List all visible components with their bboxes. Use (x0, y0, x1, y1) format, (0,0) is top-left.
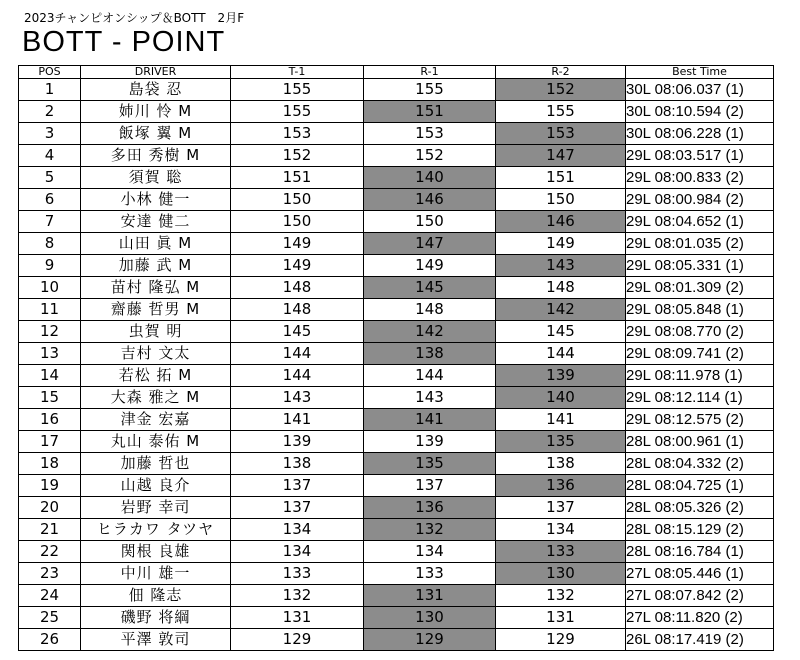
pos-cell: 14 (19, 365, 81, 387)
pos-cell: 20 (19, 497, 81, 519)
driver-cell: 若松 拓 M (81, 365, 231, 387)
t1-cell: 148 (231, 277, 364, 299)
driver-cell: 磯野 将綱 (81, 607, 231, 629)
driver-cell: 安達 健二 (81, 211, 231, 233)
driver-cell: 島袋 忍 (81, 79, 231, 101)
t1-cell: 138 (231, 453, 364, 475)
r2-cell: 147 (496, 145, 626, 167)
table-row (19, 475, 774, 497)
r1-cell: 136 (364, 497, 496, 519)
driver-cell: 須賀 聡 (81, 167, 231, 189)
table-row (19, 233, 774, 255)
best-time-cell: 29L 08:04.652 (1) (626, 211, 774, 233)
r2-cell: 138 (496, 453, 626, 475)
best-time-cell: 29L 08:09.741 (2) (626, 343, 774, 365)
best-time-cell: 29L 08:05.848 (1) (626, 299, 774, 321)
t1-cell: 145 (231, 321, 364, 343)
best-time-cell: 29L 08:11.978 (1) (626, 365, 774, 387)
table-row (19, 167, 774, 189)
table-row (19, 145, 774, 167)
page-title: BOTT - POINT (22, 26, 226, 58)
r2-cell: 149 (496, 233, 626, 255)
header-row (19, 66, 774, 79)
driver-cell: 小林 健一 (81, 189, 231, 211)
pos-cell: 12 (19, 321, 81, 343)
t1-cell: 149 (231, 255, 364, 277)
r1-cell: 152 (364, 145, 496, 167)
r2-cell: 148 (496, 277, 626, 299)
best-time-cell: 28L 08:15.129 (2) (626, 519, 774, 541)
best-time-cell: 27L 08:05.446 (1) (626, 563, 774, 585)
pos-cell: 13 (19, 343, 81, 365)
pos-cell: 2 (19, 101, 81, 123)
pos-cell: 7 (19, 211, 81, 233)
r1-cell: 139 (364, 431, 496, 453)
table-row (19, 563, 774, 585)
t1-cell: 150 (231, 211, 364, 233)
driver-cell: 虫賀 明 (81, 321, 231, 343)
r1-cell: 134 (364, 541, 496, 563)
table-row (19, 519, 774, 541)
best-time-cell: 28L 08:00.961 (1) (626, 431, 774, 453)
driver-cell: 岩野 幸司 (81, 497, 231, 519)
t1-cell: 148 (231, 299, 364, 321)
pos-cell: 15 (19, 387, 81, 409)
r1-cell: 135 (364, 453, 496, 475)
pos-cell: 5 (19, 167, 81, 189)
t1-cell: 133 (231, 563, 364, 585)
pos-cell: 21 (19, 519, 81, 541)
table-row (19, 255, 774, 277)
best-time-cell: 28L 08:04.725 (1) (626, 475, 774, 497)
driver-cell: 加藤 武 M (81, 255, 231, 277)
r2-cell: 139 (496, 365, 626, 387)
driver-cell: 吉村 文太 (81, 343, 231, 365)
r1-cell: 133 (364, 563, 496, 585)
r2-cell: 150 (496, 189, 626, 211)
r2-cell: 151 (496, 167, 626, 189)
table-row (19, 321, 774, 343)
r2-cell: 141 (496, 409, 626, 431)
pos-cell: 26 (19, 629, 81, 651)
r1-cell: 130 (364, 607, 496, 629)
driver-cell: 中川 雄一 (81, 563, 231, 585)
r1-cell: 155 (364, 79, 496, 101)
t1-cell: 132 (231, 585, 364, 607)
r2-cell: 131 (496, 607, 626, 629)
r1-cell: 137 (364, 475, 496, 497)
driver-cell: 飯塚 翼 M (81, 123, 231, 145)
table-row (19, 497, 774, 519)
driver-cell: 山越 良介 (81, 475, 231, 497)
t1-cell: 137 (231, 475, 364, 497)
r2-cell: 143 (496, 255, 626, 277)
r2-cell: 155 (496, 101, 626, 123)
r2-cell: 153 (496, 123, 626, 145)
table-row (19, 629, 774, 651)
driver-cell: 丸山 泰佑 M (81, 431, 231, 453)
col-header-r2: R-2 (496, 66, 626, 79)
r1-cell: 143 (364, 387, 496, 409)
r2-cell: 133 (496, 541, 626, 563)
r2-cell: 144 (496, 343, 626, 365)
pos-cell: 6 (19, 189, 81, 211)
col-header-pos: POS (19, 66, 81, 79)
best-time-cell: 29L 08:12.114 (1) (626, 387, 774, 409)
t1-cell: 155 (231, 101, 364, 123)
r1-cell: 147 (364, 233, 496, 255)
table-row (19, 79, 774, 101)
best-time-cell: 30L 08:06.228 (1) (626, 123, 774, 145)
pos-cell: 1 (19, 79, 81, 101)
best-time-cell: 27L 08:11.820 (2) (626, 607, 774, 629)
driver-cell: 加藤 哲也 (81, 453, 231, 475)
col-header-t1: T-1 (231, 66, 364, 79)
t1-cell: 153 (231, 123, 364, 145)
best-time-cell: 29L 08:00.984 (2) (626, 189, 774, 211)
best-time-cell: 30L 08:10.594 (2) (626, 101, 774, 123)
t1-cell: 131 (231, 607, 364, 629)
table-row (19, 453, 774, 475)
best-time-cell: 28L 08:04.332 (2) (626, 453, 774, 475)
t1-cell: 151 (231, 167, 364, 189)
r1-cell: 129 (364, 629, 496, 651)
t1-cell: 152 (231, 145, 364, 167)
r1-cell: 153 (364, 123, 496, 145)
r1-cell: 150 (364, 211, 496, 233)
table-row (19, 365, 774, 387)
r2-cell: 142 (496, 299, 626, 321)
r1-cell: 131 (364, 585, 496, 607)
table-row (19, 409, 774, 431)
driver-cell: 苗村 隆弘 M (81, 277, 231, 299)
table-row (19, 123, 774, 145)
best-time-cell: 30L 08:06.037 (1) (626, 79, 774, 101)
results-table (18, 65, 774, 651)
r2-cell: 146 (496, 211, 626, 233)
best-time-cell: 27L 08:07.842 (2) (626, 585, 774, 607)
pos-cell: 17 (19, 431, 81, 453)
table-row (19, 343, 774, 365)
t1-cell: 137 (231, 497, 364, 519)
table-row (19, 607, 774, 629)
t1-cell: 134 (231, 541, 364, 563)
t1-cell: 149 (231, 233, 364, 255)
table-row (19, 277, 774, 299)
pos-cell: 8 (19, 233, 81, 255)
t1-cell: 129 (231, 629, 364, 651)
driver-cell: 津金 宏嘉 (81, 409, 231, 431)
pos-cell: 25 (19, 607, 81, 629)
t1-cell: 144 (231, 343, 364, 365)
best-time-cell: 28L 08:05.326 (2) (626, 497, 774, 519)
col-header-r1: R-1 (364, 66, 496, 79)
driver-cell: 多田 秀樹 M (81, 145, 231, 167)
pos-cell: 3 (19, 123, 81, 145)
driver-cell: ヒラカワ タツヤ (81, 519, 231, 541)
r1-cell: 145 (364, 277, 496, 299)
t1-cell: 139 (231, 431, 364, 453)
r1-cell: 140 (364, 167, 496, 189)
driver-cell: 佃 隆志 (81, 585, 231, 607)
table-row (19, 101, 774, 123)
best-time-cell: 29L 08:08.770 (2) (626, 321, 774, 343)
r1-cell: 141 (364, 409, 496, 431)
page-subtitle: 2023チャンピオンシップ＆BOTT 2月F (24, 11, 245, 25)
col-header-best-time: Best Time (626, 66, 774, 79)
t1-cell: 155 (231, 79, 364, 101)
pos-cell: 24 (19, 585, 81, 607)
r1-cell: 146 (364, 189, 496, 211)
t1-cell: 144 (231, 365, 364, 387)
table-row (19, 299, 774, 321)
best-time-cell: 29L 08:12.575 (2) (626, 409, 774, 431)
r2-cell: 135 (496, 431, 626, 453)
pos-cell: 22 (19, 541, 81, 563)
t1-cell: 134 (231, 519, 364, 541)
r1-cell: 144 (364, 365, 496, 387)
driver-cell: 姉川 怜 M (81, 101, 231, 123)
r2-cell: 136 (496, 475, 626, 497)
r2-cell: 137 (496, 497, 626, 519)
pos-cell: 9 (19, 255, 81, 277)
t1-cell: 150 (231, 189, 364, 211)
table-row (19, 431, 774, 453)
pos-cell: 23 (19, 563, 81, 585)
best-time-cell: 29L 08:05.331 (1) (626, 255, 774, 277)
table-row (19, 211, 774, 233)
best-time-cell: 28L 08:16.784 (1) (626, 541, 774, 563)
r1-cell: 142 (364, 321, 496, 343)
best-time-cell: 29L 08:03.517 (1) (626, 145, 774, 167)
t1-cell: 143 (231, 387, 364, 409)
t1-cell: 141 (231, 409, 364, 431)
r1-cell: 151 (364, 101, 496, 123)
table-row (19, 585, 774, 607)
pos-cell: 16 (19, 409, 81, 431)
r2-cell: 140 (496, 387, 626, 409)
col-header-driver: DRIVER (81, 66, 231, 79)
pos-cell: 4 (19, 145, 81, 167)
driver-cell: 山田 眞 M (81, 233, 231, 255)
r1-cell: 148 (364, 299, 496, 321)
r2-cell: 130 (496, 563, 626, 585)
pos-cell: 18 (19, 453, 81, 475)
r2-cell: 134 (496, 519, 626, 541)
driver-cell: 齋藤 哲男 M (81, 299, 231, 321)
best-time-cell: 29L 08:01.035 (2) (626, 233, 774, 255)
best-time-cell: 29L 08:00.833 (2) (626, 167, 774, 189)
r1-cell: 149 (364, 255, 496, 277)
r1-cell: 132 (364, 519, 496, 541)
table-row (19, 541, 774, 563)
driver-cell: 関根 良雄 (81, 541, 231, 563)
r2-cell: 129 (496, 629, 626, 651)
driver-cell: 大森 雅之 M (81, 387, 231, 409)
pos-cell: 19 (19, 475, 81, 497)
table-row (19, 189, 774, 211)
best-time-cell: 29L 08:01.309 (2) (626, 277, 774, 299)
r2-cell: 145 (496, 321, 626, 343)
pos-cell: 11 (19, 299, 81, 321)
driver-cell: 平澤 敦司 (81, 629, 231, 651)
table-body (19, 79, 774, 651)
pos-cell: 10 (19, 277, 81, 299)
best-time-cell: 26L 08:17.419 (2) (626, 629, 774, 651)
r2-cell: 152 (496, 79, 626, 101)
table-row (19, 387, 774, 409)
r1-cell: 138 (364, 343, 496, 365)
r2-cell: 132 (496, 585, 626, 607)
